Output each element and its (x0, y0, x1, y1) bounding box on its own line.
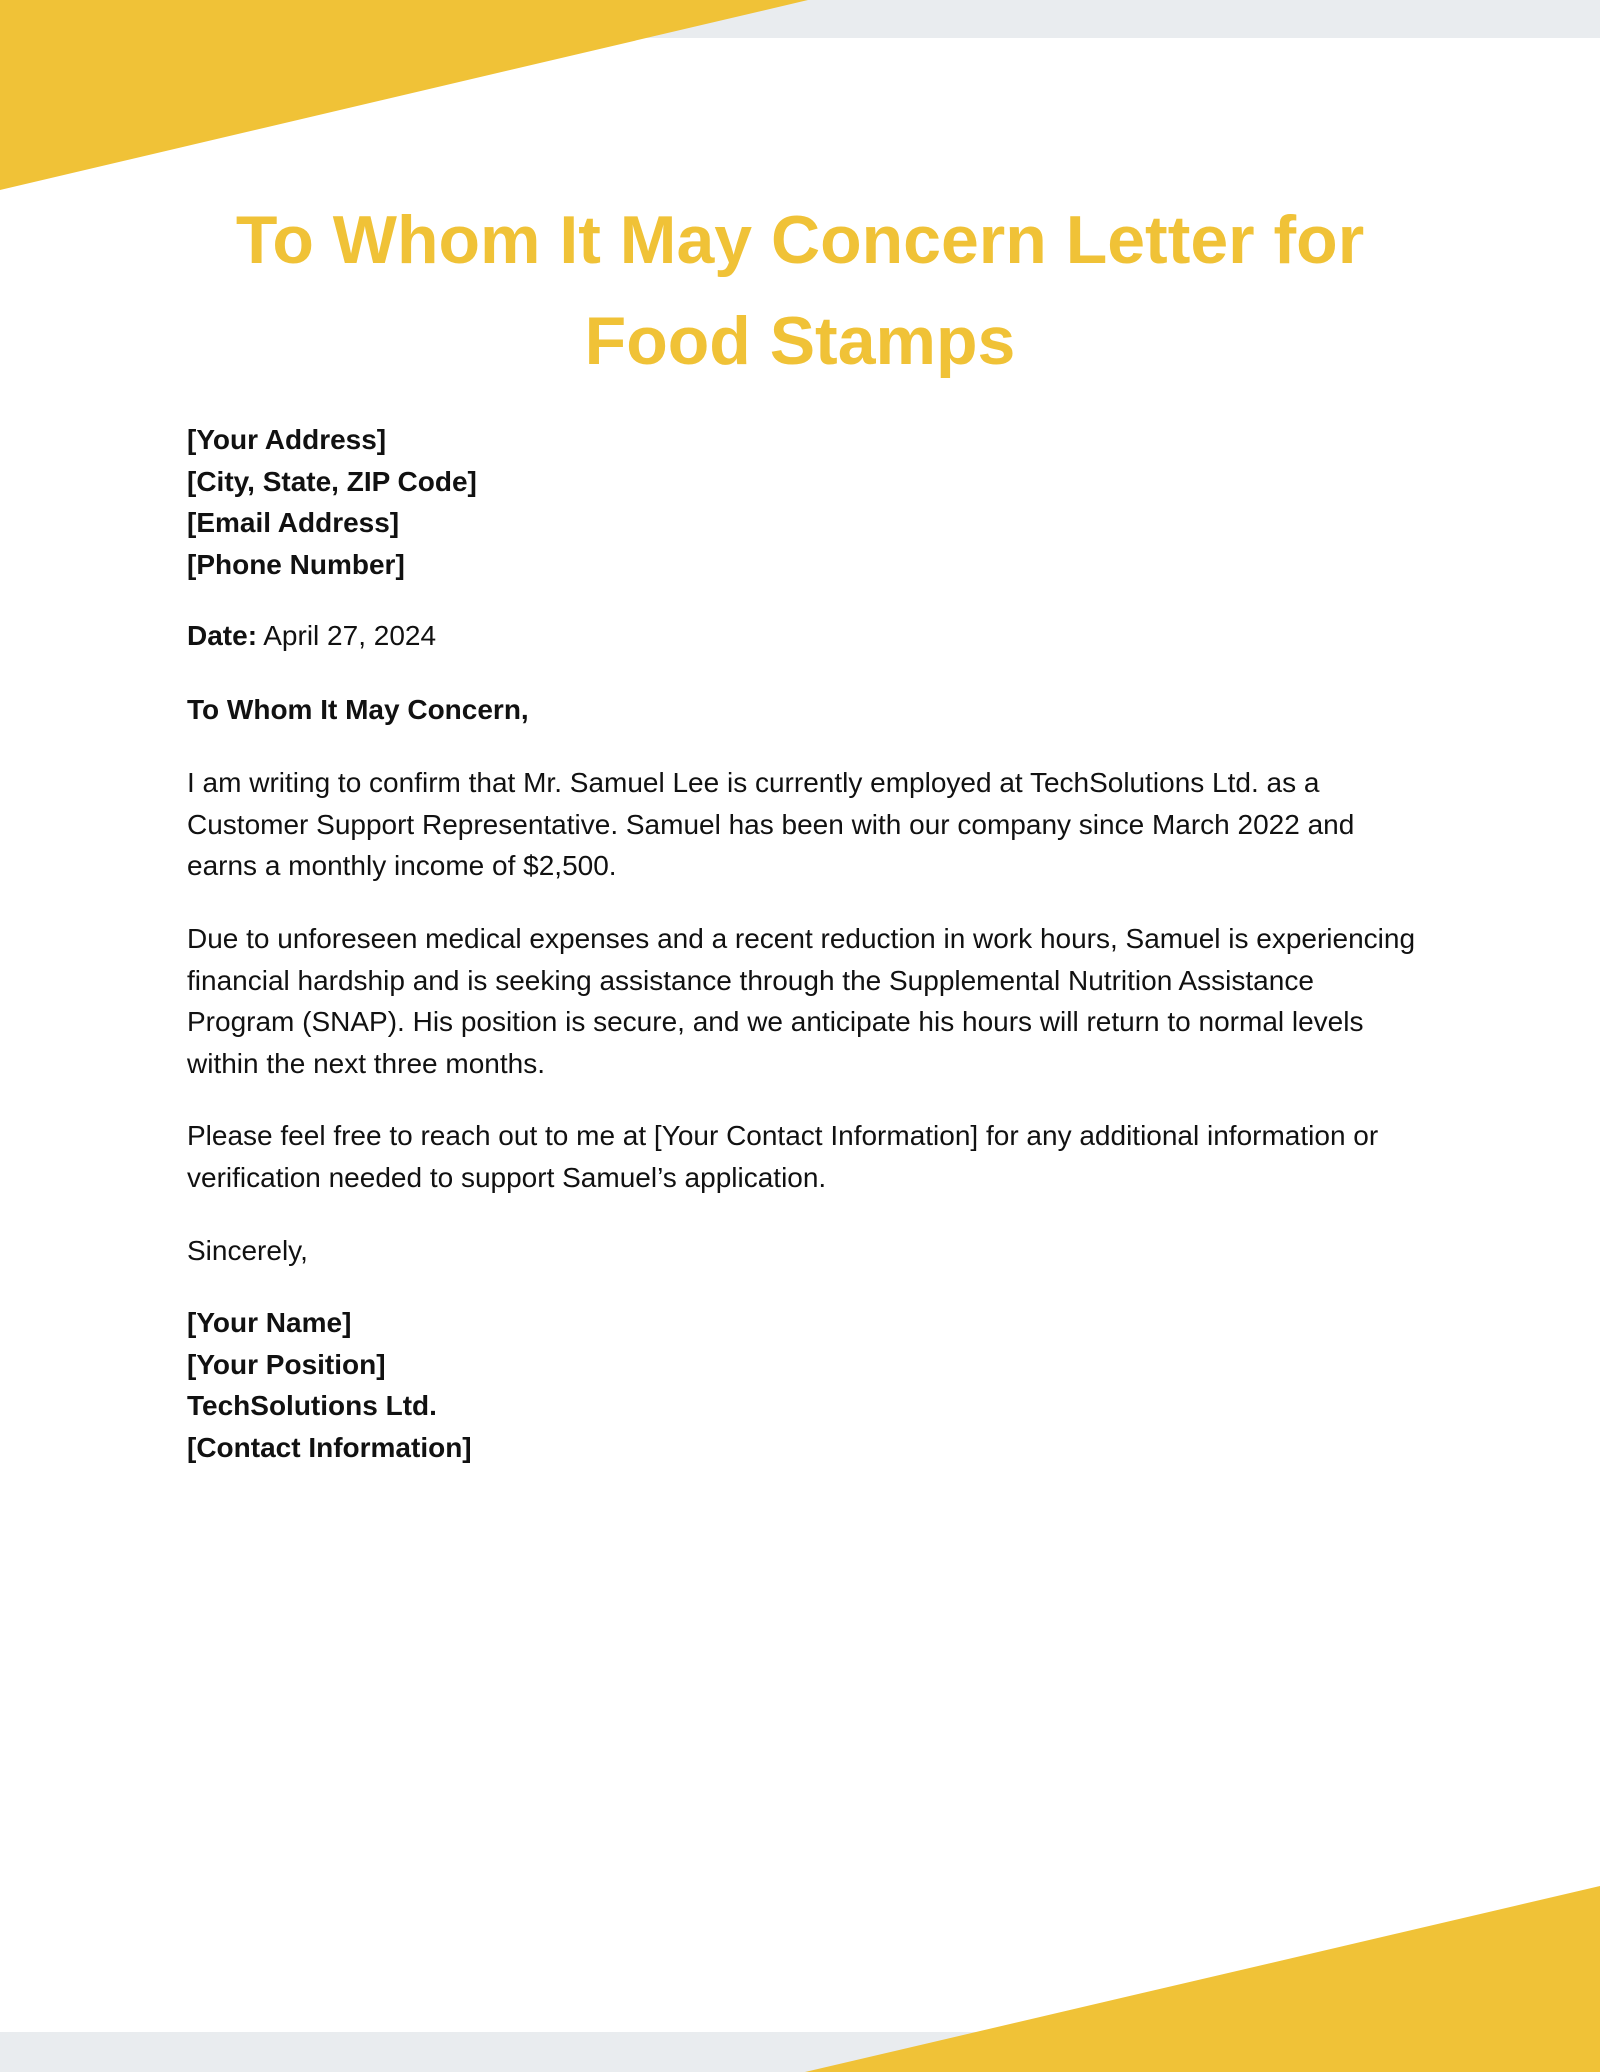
body-paragraph-1: I am writing to confirm that Mr. Samuel Lee is currently employed at TechSolutions Ltd. as a Customer Support Representative. Samuel has been with our company since March 2022 and earns a monthly income of $2,500. (187, 767, 1355, 881)
sender-email: [Email Address] (187, 507, 400, 538)
date-value: April 27, 2024 (263, 620, 437, 651)
top-gray-band (0, 0, 1600, 38)
sender-phone: [Phone Number] (187, 548, 405, 580)
date-label: Date: (187, 620, 258, 651)
date-line (187, 615, 1427, 657)
body-paragraph-3: Please feel free to reach out to me at [Your Contact Information] for any additional information or verification needed to support Samuel’s application. (187, 1120, 1379, 1193)
signature-name: [Your Name] (187, 1307, 352, 1338)
sender-address-block (187, 419, 1427, 585)
signature-contact: [Contact Information] (187, 1431, 472, 1463)
salutation: To Whom It May Concern, (187, 694, 529, 725)
letter-title: To Whom It May Concern Letter for Food Stamps (235, 202, 1365, 379)
signature-position: [Your Position] (187, 1348, 386, 1380)
signature-block (187, 1302, 1427, 1468)
bottom-gray-band (0, 2032, 1600, 2072)
signature-company: TechSolutions Ltd. (187, 1390, 437, 1421)
body-paragraph-2: Due to unforeseen medical expenses and a recent reduction in work hours, Samuel is experiencing financial hardship and is seeking assistance through the Supplemental Nutrition Assistance Program (SNAP). His position is secure, and we anticipate his hours will return to normal levels within the next three months. (187, 923, 1416, 1079)
sender-city-state-zip: [City, State, ZIP Code] (187, 465, 477, 497)
closing: Sincerely, (187, 1235, 308, 1266)
sender-address: [Your Address] (187, 424, 387, 455)
